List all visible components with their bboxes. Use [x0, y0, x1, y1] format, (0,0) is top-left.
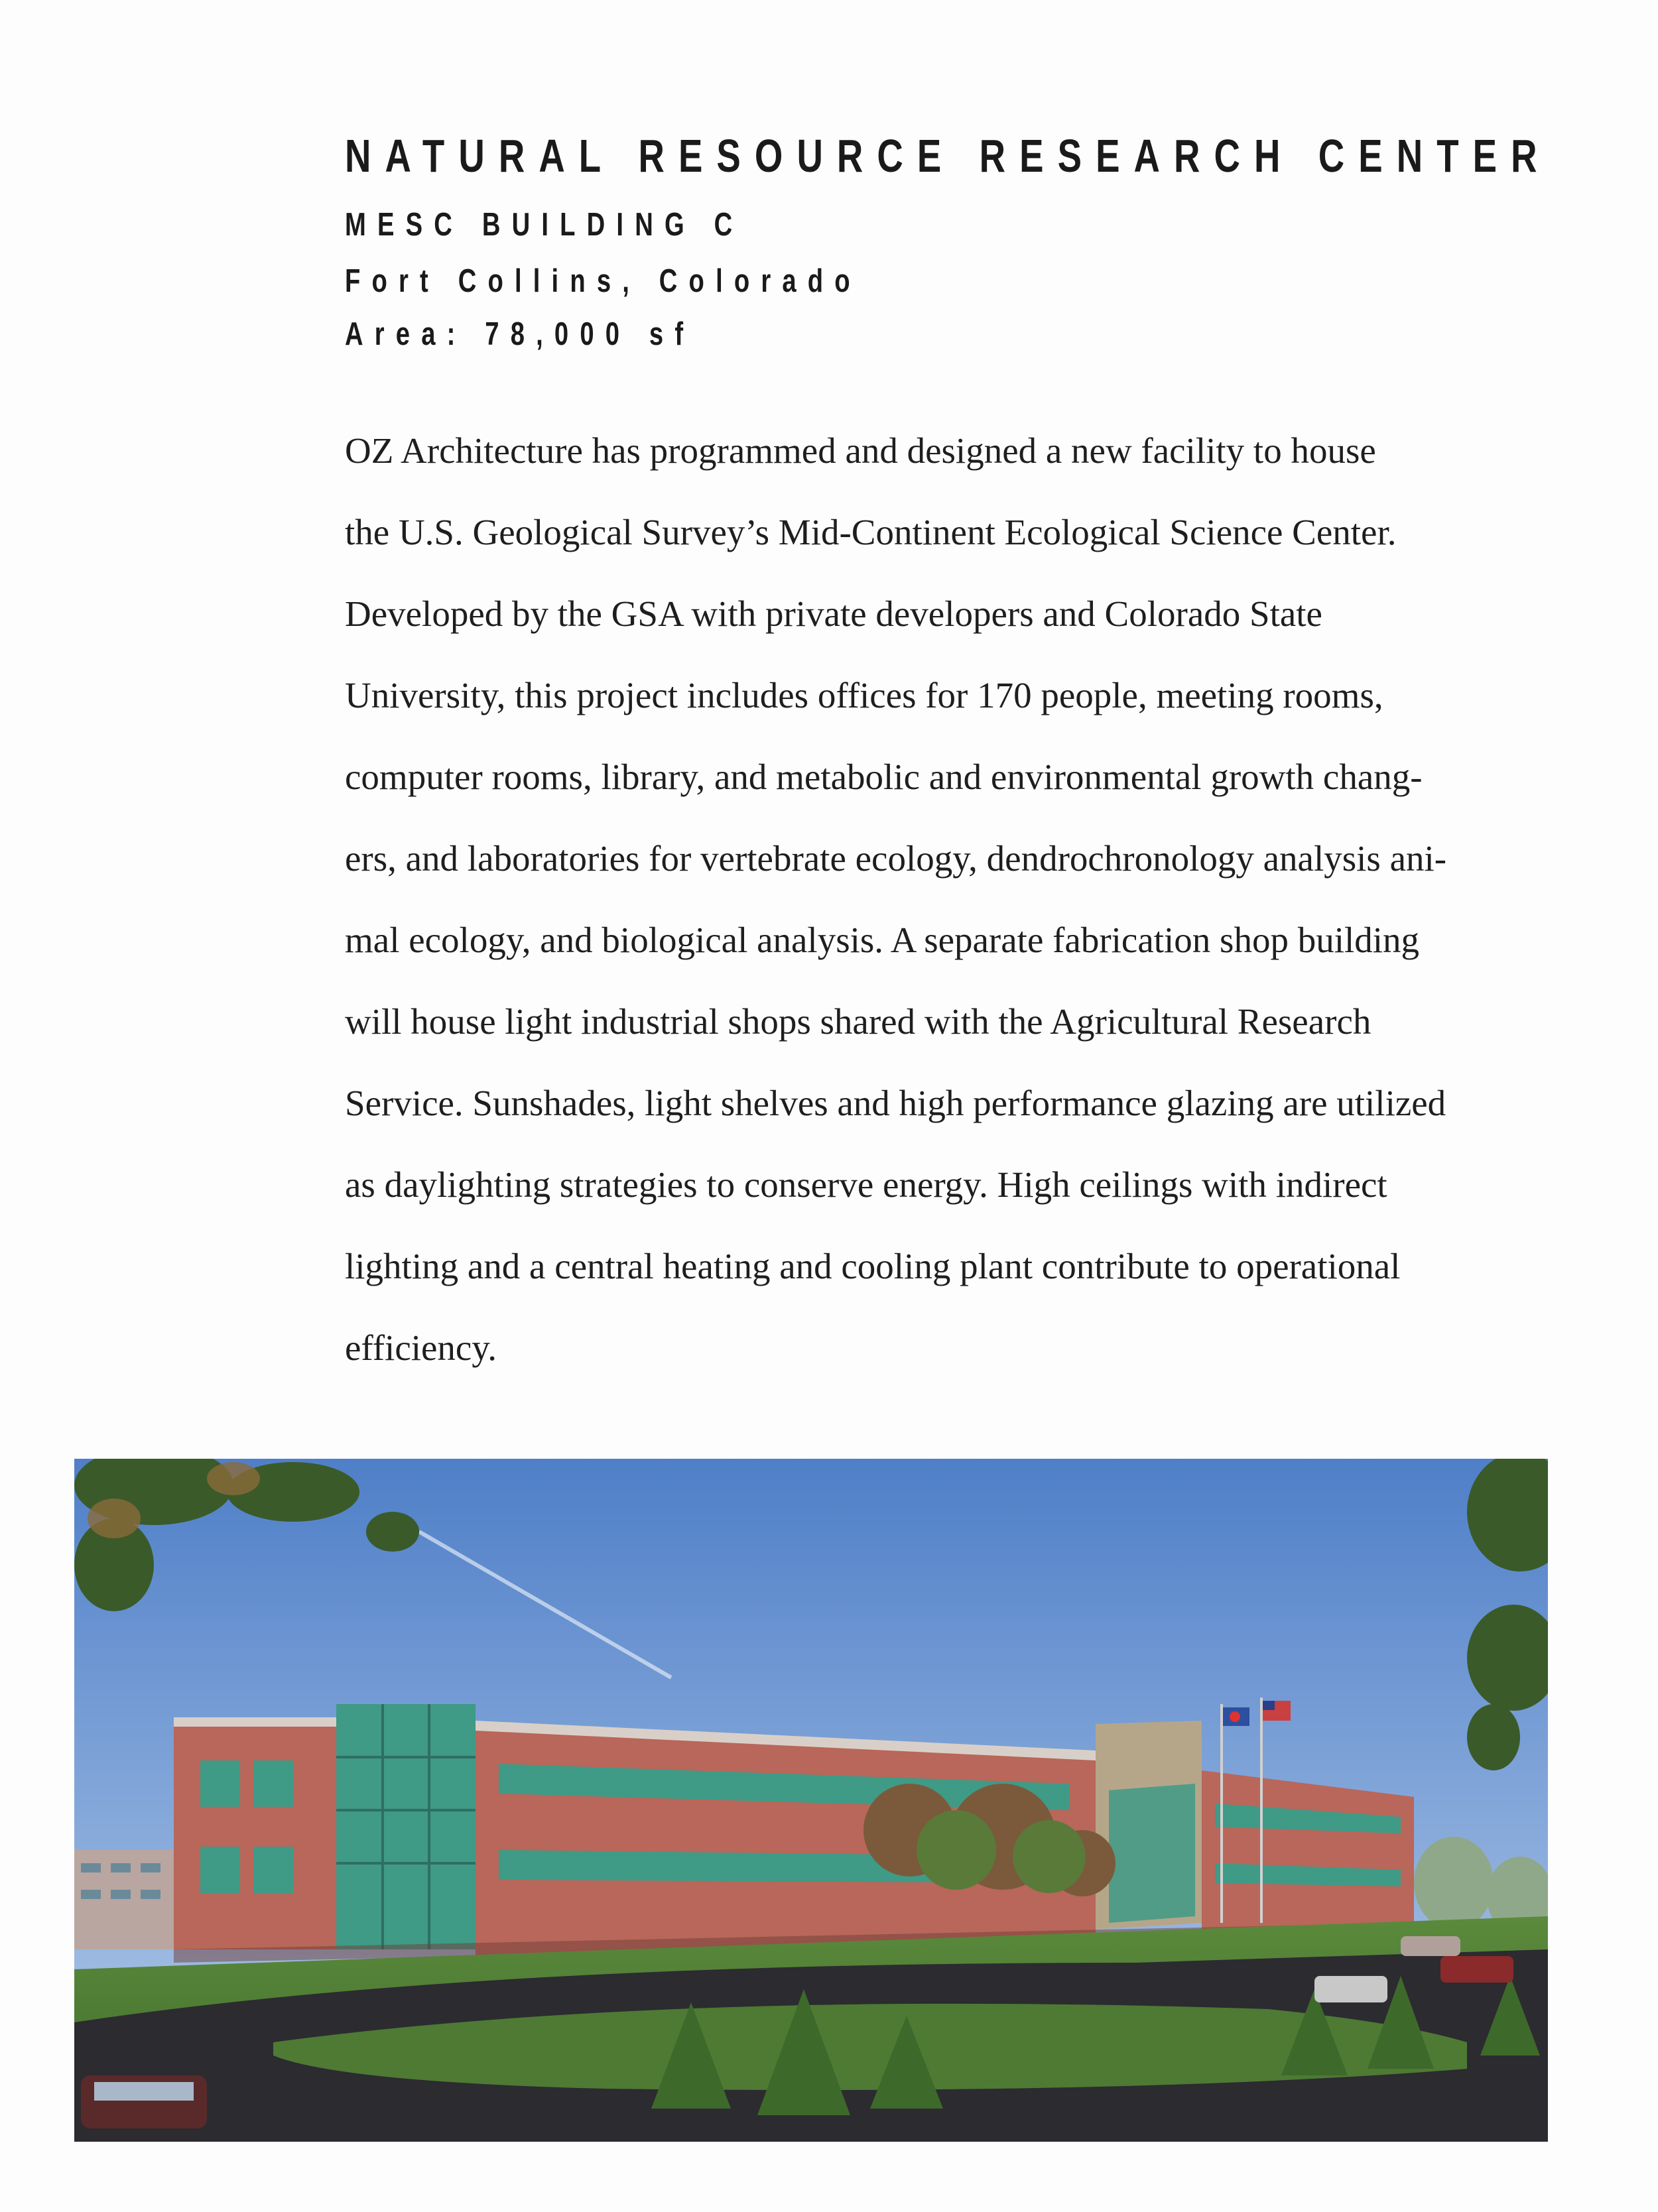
area: Area: 78,000 sf — [345, 316, 695, 352]
description-line: the U.S. Geological Survey’s Mid-Continent Ecological Science Center. — [345, 512, 1397, 552]
description-line: as daylighting strategies to conserve energy. High ceilings with indirect — [345, 1164, 1387, 1205]
description-line: efficiency. — [345, 1327, 497, 1368]
description-line: computer rooms, library, and metabolic and environmental growth chang- — [345, 757, 1423, 797]
description-line: ers, and laboratories for vertebrate ecology, dendrochronology analysis ani- — [345, 838, 1447, 879]
description-line: mal ecology, and biological analysis. A separate fabrication shop building — [345, 920, 1420, 960]
rendering-illustration — [74, 1459, 1548, 2142]
description-line: will house light industrial shops shared with the Agricultural Research — [345, 1001, 1371, 1042]
description-line: OZ Architecture has programmed and designed a new facility to house — [345, 430, 1376, 471]
description-line: University, this project includes offices for 170 people, meeting rooms, — [345, 675, 1383, 715]
building-name: MESC BUILDING C — [345, 207, 744, 243]
description-line: Service. Sunshades, light shelves and high performance glazing are utilized — [345, 1083, 1446, 1123]
location: Fort Collins, Colorado — [345, 263, 861, 299]
description-line: lighting and a central heating and cooling plant contribute to operational — [345, 1246, 1401, 1286]
building-rendering — [74, 1459, 1548, 2142]
description-line: Developed by the GSA with private developers and Colorado State — [345, 593, 1322, 634]
page-title: NATURAL RESOURCE RESEARCH CENTER — [345, 130, 1551, 182]
header-block — [345, 130, 1551, 352]
project-description — [345, 410, 1559, 1388]
